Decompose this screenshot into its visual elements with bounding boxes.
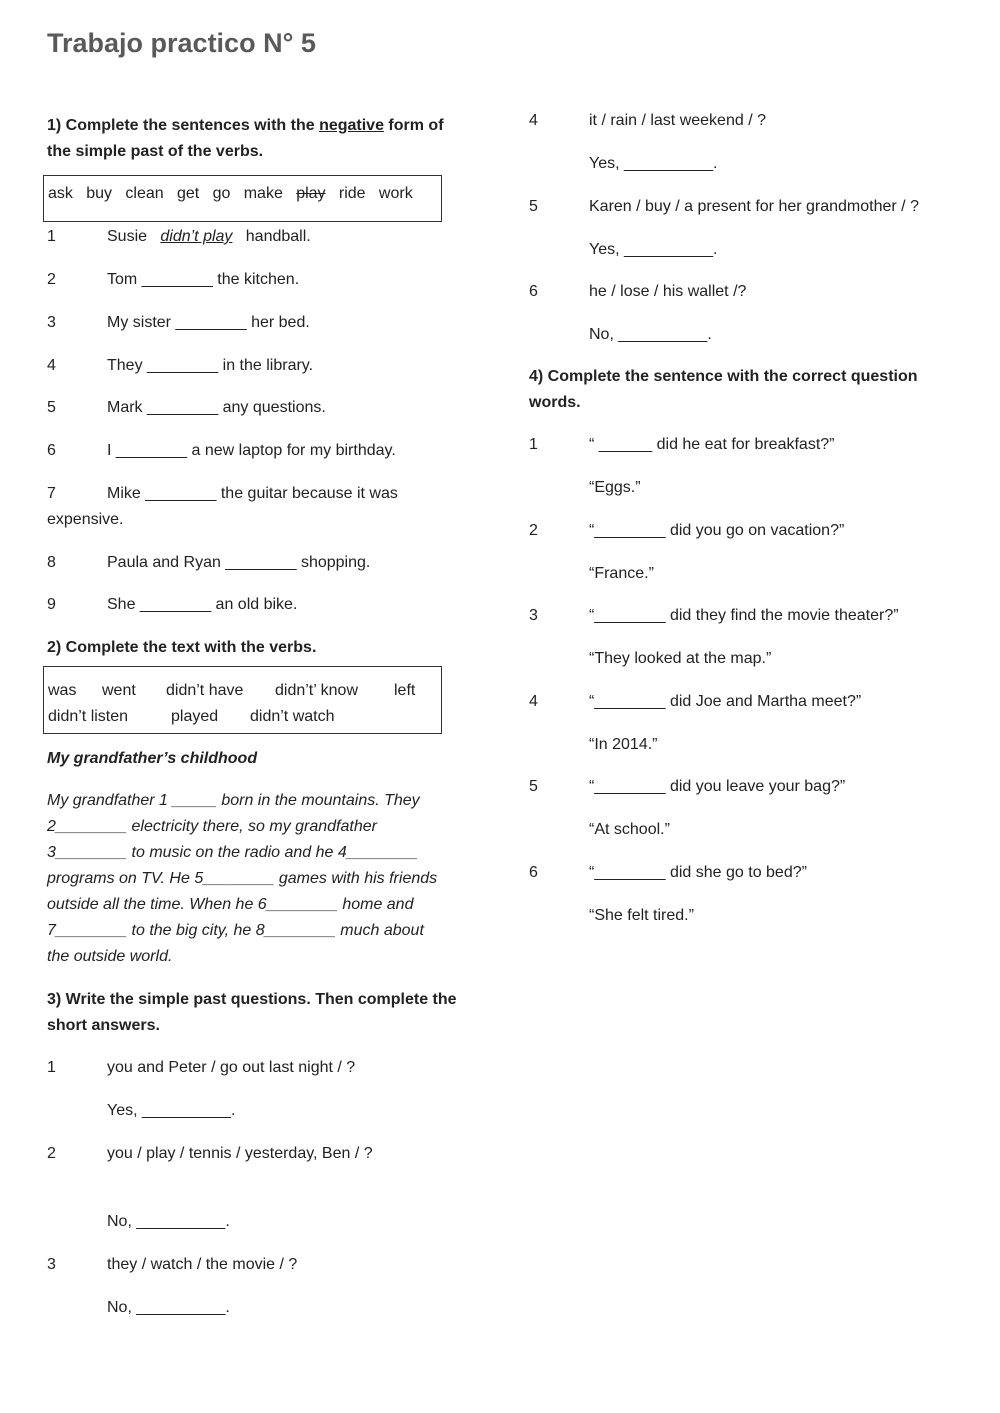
item-number: 8 (47, 554, 56, 571)
section1-heading (47, 113, 444, 139)
sentence-text: Paula and Ryan ________ shopping. (107, 554, 371, 571)
answer-quote: “She felt tired.” (589, 907, 694, 924)
item-number: 9 (47, 596, 56, 613)
paragraph-line: 7________ to the big city, he 8________ much about (47, 922, 424, 939)
example-answer: didn’t play (160, 228, 233, 245)
section1-heading-part: form of (383, 117, 444, 134)
question-sentence: “________ did they find the movie theater?” (589, 607, 899, 624)
bank-word: didn’t watch (250, 708, 335, 725)
question-prompt: it / rain / last weekend / ? (589, 112, 766, 129)
question-sentence: “ ______ did he eat for breakfast?” (589, 436, 835, 453)
item-number: 7 (47, 485, 56, 502)
bank-word: went (102, 682, 136, 699)
word-bank (48, 185, 413, 203)
paragraph-line: programs on TV. He 5________ games with his friends (47, 870, 438, 887)
bank-word: didn’t listen (48, 708, 129, 725)
question-sentence: “________ did she go to bed?” (589, 864, 807, 881)
question-sentence: “________ did Joe and Martha meet?” (589, 693, 862, 710)
sentence-text: Mark ________ any questions. (107, 399, 326, 416)
question-sentence: “________ did you go on vacation?” (589, 522, 845, 539)
sentence-text: I ________ a new laptop for my birthday. (107, 442, 396, 459)
item-number: 4 (529, 693, 538, 710)
item-number: 2 (47, 271, 56, 288)
section1-heading-underlined: negative (319, 117, 384, 134)
answer-quote: “At school.” (589, 821, 670, 838)
paragraph-line: 2________ electricity there, so my grandfather (47, 818, 377, 835)
short-answer: Yes, __________. (589, 155, 718, 172)
paragraph-line: outside all the time. When he 6________ home and (47, 896, 414, 913)
question-prompt: Karen / buy / a present for her grandmother / ? (589, 198, 919, 215)
bank-word: work (378, 185, 413, 202)
item-number: 2 (529, 522, 538, 539)
answer-quote: “They looked at the map.” (589, 650, 772, 667)
bank-word: go (212, 185, 231, 202)
item-number: 6 (529, 283, 538, 300)
bank-word: didn’t have (166, 682, 244, 699)
sentence-continuation: expensive. (47, 511, 124, 528)
short-answer: No, __________. (107, 1299, 230, 1316)
section2-heading: 2) Complete the text with the verbs. (47, 639, 317, 656)
question-prompt: you / play / tennis / yesterday, Ben / ? (107, 1145, 373, 1162)
paragraph-line: My grandfather 1 _____ born in the mountains. They (47, 792, 420, 809)
paragraph-line: 3________ to music on the radio and he 4________ (47, 844, 418, 861)
sentence-text: She ________ an old bike. (107, 596, 298, 613)
sentence-text: handball. (245, 228, 311, 245)
bank-word: played (171, 708, 219, 725)
answer-quote: “France.” (589, 565, 654, 582)
bank-word: clean (125, 185, 164, 202)
word-bank-box (43, 175, 442, 222)
item-number: 5 (529, 778, 538, 795)
item-number: 4 (47, 357, 56, 374)
section4-heading-line2: words. (529, 394, 581, 411)
section4-heading: 4) Complete the sentence with the correct question (529, 368, 918, 385)
bank-word-crossed: play (296, 185, 326, 202)
item-number: 3 (47, 314, 56, 331)
paragraph-line: the outside world. (47, 948, 173, 965)
section1-heading-part: 1) Complete the sentences with the (47, 117, 320, 134)
item-number: 1 (47, 228, 56, 245)
question-prompt: he / lose / his wallet /? (589, 283, 747, 300)
section1-heading-line2: the simple past of the verbs. (47, 143, 264, 160)
page-title: Trabajo practico N° 5 (47, 28, 316, 58)
item-number: 5 (47, 399, 56, 416)
bank-word: didn’t’ know (275, 682, 359, 699)
section3-heading-line2: short answers. (47, 1017, 160, 1034)
item-number: 2 (47, 1145, 56, 1162)
example-sentence (107, 228, 311, 246)
bank-word: was (48, 682, 77, 699)
bank-word: get (176, 185, 200, 202)
verb-bank-box (43, 666, 442, 734)
item-number: 1 (529, 436, 538, 453)
question-sentence: “________ did you leave your bag?” (589, 778, 846, 795)
answer-quote: “In 2014.” (589, 736, 658, 753)
sentence-text: Mike ________ the guitar because it was (107, 485, 398, 502)
sentence-text: They ________ in the library. (107, 357, 314, 374)
section3-heading: 3) Write the simple past questions. Then complete the (47, 991, 457, 1008)
bank-word: ride (338, 185, 366, 202)
sentence-text: Tom ________ the kitchen. (107, 271, 300, 288)
text-subtitle: My grandfather’s childhood (47, 750, 258, 767)
short-answer: Yes, __________. (589, 241, 718, 258)
item-number: 4 (529, 112, 538, 129)
item-number: 3 (529, 607, 538, 624)
answer-quote: “Eggs.” (589, 479, 641, 496)
short-answer: No, __________. (589, 326, 712, 343)
sentence-text: My sister ________ her bed. (107, 314, 310, 331)
short-answer: No, __________. (107, 1213, 230, 1230)
short-answer: Yes, __________. (107, 1102, 236, 1119)
item-number: 6 (47, 442, 56, 459)
bank-word: ask (48, 185, 73, 202)
gap-fill-paragraph (47, 788, 467, 970)
item-number: 5 (529, 198, 538, 215)
bank-word: buy (86, 185, 113, 202)
item-number: 6 (529, 864, 538, 881)
sentence-text: Susie (107, 228, 148, 245)
bank-word: left (394, 682, 416, 699)
item-number: 1 (47, 1059, 56, 1076)
bank-word: make (243, 185, 283, 202)
question-prompt: you and Peter / go out last night / ? (107, 1059, 356, 1076)
question-prompt: they / watch / the movie / ? (107, 1256, 298, 1273)
item-number: 3 (47, 1256, 56, 1273)
